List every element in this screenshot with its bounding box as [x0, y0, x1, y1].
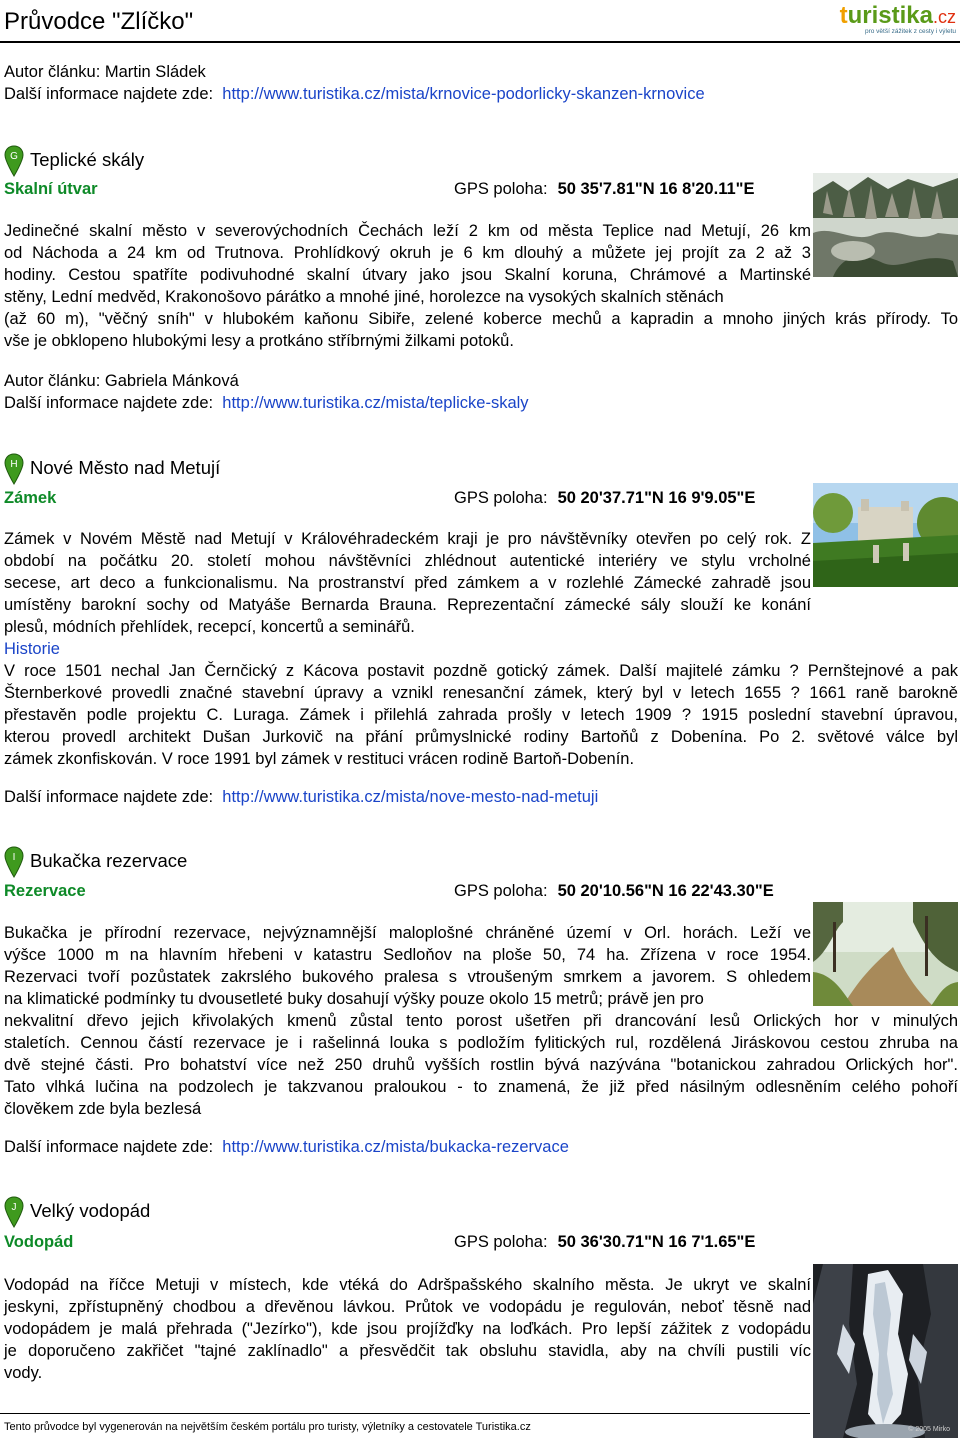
- svg-text:H: H: [10, 459, 18, 470]
- svg-text:I: I: [12, 852, 16, 863]
- teplicke-skaly-photo: [813, 173, 958, 277]
- more-info-line: [4, 83, 705, 105]
- section-description: Bukačka je přírodní rezervace, nejvýznamnější maloplošné chráněné území v Orl. horách. Leží ve výšce 1000 m na hlavním hřebeni v katastru Sedloňov na ploše 50, 74 ha. Zřízena v roce 1954. Rezervaci tvoří pozůstatek zakrslého bukového pralesa s vtroušeným smrkem a javorem. S ohledem na klimatické podmínky tu dvousetleté buky dosahují výšky pouze okolo 15 metrů; právě jen pro: [4, 924, 811, 1008]
- gps-value: 50 20'10.56"N 16 22'43.30"E: [557, 882, 774, 900]
- gps-label: GPS poloha:: [454, 489, 548, 507]
- section-description-cont: nekvalitní dřevo jejich křivolakých kmenů zůstal tento porost ušetřen při drancování lesů Orlických hor v minulých staletích. Cennou částí rezervace je i rašelinná louka s podložím fylitických rul, rozdělená Jiráskovou cestou zhruba na dvě stejné části. Pro bohatství více než 250 druhů vyšších rostlin bývá nazývána "botanickou zahradou Orlických hor". Tato vlhká lučina na podzolech je takzvanou praloukou - to znamená, že již před násilným odlesněním celého pohoří člověkem zde byla bezlesá: [4, 1012, 958, 1118]
- author-line: Autor článku: Martin Sládek: [4, 63, 206, 81]
- map-marker-icon: [4, 145, 24, 177]
- footer-divider: [0, 1413, 810, 1414]
- gps-position: [454, 1231, 755, 1253]
- page-header: [0, 0, 960, 44]
- section-title: Velký vodopád: [30, 1200, 151, 1221]
- bukacka-photo: [813, 902, 958, 1006]
- section-footer: [4, 370, 529, 414]
- section-category: Skalní útvar: [4, 180, 98, 198]
- history-heading: Historie: [4, 640, 60, 658]
- more-info-line: [4, 392, 529, 414]
- intro-block: [4, 61, 705, 105]
- more-info-label: Další informace najdete zde:: [4, 788, 214, 806]
- map-marker-icon: [4, 846, 24, 878]
- section-title: Nové Město nad Metují: [30, 457, 221, 478]
- velky-vodopad-photo: [813, 1264, 958, 1438]
- more-info-link[interactable]: http://www.turistika.cz/mista/bukacka-rezervace: [222, 1138, 569, 1156]
- section-footer: [4, 786, 598, 808]
- logo-wordmark: turistika.cz: [839, 2, 956, 29]
- svg-text:J: J: [11, 1202, 17, 1213]
- more-info-label: Další informace najdete zde:: [4, 394, 214, 412]
- gps-label: GPS poloha:: [454, 1233, 548, 1251]
- nove-mesto-photo: [813, 483, 958, 587]
- gps-label: GPS poloha:: [454, 882, 548, 900]
- more-info-link[interactable]: http://www.turistika.cz/mista/nove-mesto-nad-metuji: [222, 788, 599, 806]
- header-divider: [0, 41, 960, 43]
- section-category: Rezervace: [4, 882, 86, 900]
- gps-value: 50 35'7.81"N 16 8'20.11"E: [557, 180, 755, 198]
- section-category: Zámek: [4, 489, 57, 507]
- more-info-label: Další informace najdete zde:: [4, 1138, 214, 1156]
- section-title: Bukačka rezervace: [30, 850, 188, 871]
- more-info-line: [4, 1136, 569, 1158]
- page-title: Průvodce "Zlíčko": [4, 8, 194, 35]
- gps-position: [454, 880, 774, 902]
- more-info-line: [4, 786, 598, 808]
- map-marker-icon: [4, 1196, 24, 1228]
- author-line: Autor článku: Gabriela Mánková: [4, 372, 239, 390]
- section-footer: [4, 1136, 569, 1158]
- section-description-cont: (až 60 m), "věčný sníh" v hlubokém kaňonu Sibiře, zelené koberce mechů a kapradin a mnoho jiných krás přírody. To vše je obklopeno hlubokými lesy a protkáno stříbrnými žilkami potoků.: [4, 310, 958, 350]
- gps-value: 50 36'30.71"N 16 7'1.65"E: [557, 1233, 756, 1251]
- section-description: Vodopád na říčce Metuji v místech, kde vtéká do Adršpašského skalního města. Je ukryt ve skalní jeskyni, zpřístupněný chodbou a dřevěnou lávkou. Průtok ve vodopádu je regulován, neboť těsně nad vodopádem je malá přehrada ("Jezírko"), kde jsou projížďky na loďkách. Pro lepší zážitek z vodopádu je doporučeno zakřičet "tajné zaklínadlo" a přesvědčit tak obsluhu stavidla, aby na chvíli pustili víc vody.: [4, 1276, 811, 1382]
- map-marker-icon: [4, 453, 24, 485]
- logo-tagline: pro větší zážitek z cesty i výletu: [864, 28, 956, 35]
- page-footer: [0, 1413, 960, 1443]
- more-info-link[interactable]: http://www.turistika.cz/mista/krnovice-podorlicky-skanzen-krnovice: [222, 85, 705, 103]
- section-title: Teplické skály: [30, 149, 145, 170]
- gps-position: [454, 487, 755, 509]
- turistika-logo[interactable]: [839, 2, 956, 37]
- section-description: Zámek v Novém Městě nad Metují v Královéhradeckém kraji je pro návštěvníky otevřen po celý rok. Z období na počátku 20. století mohou návštěvníci zhlédnout autentické interiéry ve stylu vrcholné secese, art deco a funkcionalismu. Na prostranství před zámkem a v rozlehlé Zámecké zahradě jsou umístěny barokní sochy od Matyáše Bernarda Brauna. Reprezentační zámecké sály slouží ke konání plesů, módních přehlídek, recepcí, koncertů a seminářů. Historie: [4, 530, 811, 658]
- photo-credit: © 2005 Mirko: [908, 1426, 950, 1433]
- footer-text: Tento průvodce byl vygenerován na největším českém portálu pro turisty, výletníky a cestovatele Turistika.cz: [4, 1421, 531, 1433]
- svg-text:G: G: [10, 151, 18, 162]
- gps-value: 50 20'37.71"N 16 9'9.05"E: [557, 489, 756, 507]
- section-category: Vodopád: [4, 1233, 74, 1251]
- gps-label: GPS poloha:: [454, 180, 548, 198]
- more-info-label: Další informace najdete zde:: [4, 85, 214, 103]
- gps-position: [454, 178, 754, 200]
- more-info-link[interactable]: http://www.turistika.cz/mista/teplicke-skaly: [222, 394, 529, 412]
- section-description: Jedinečné skalní město v severovýchodních Čechách leží 2 km od města Teplice nad Metují, 26 km od Náchoda a 24 km od Trutnova. Prohlídkový okruh je 6 km dlouhý a můžete jej projít za 2 až 3 hodiny. Cestou spatříte podivuhodné skalní útvary jako jsou Skalní koruna, Chrámové a Martinské stěny, Lední medvěd, Krakonošovo párátko a mnohé jiné, horolezce na vysokých skalních stěnách: [4, 222, 811, 306]
- section-history: V roce 1501 nechal Jan Černčický z Kácova postavit pozdně gotický zámek. Další majitelé zámku ? Pernštejnové a pak Šternberkové provedli značné stavební úpravy a vznikl renesanční zámek, který byl v letech 1655 ? 1661 raně barokně přestavěn podle projektu C. Luraga. Zámek i přilehlá zahrada prošly v letech 1909 ? 1915 poslední stavební úpravou, kterou provedl architekt Dušan Jurkovič na přání průmyslnické rodiny Bartoňů z Dobenína. Po 2. světové válce byl zámek zkonfiskován. V roce 1991 byl zámek v restituci vrácen rodině Bartoň-Dobenín.: [4, 662, 958, 768]
